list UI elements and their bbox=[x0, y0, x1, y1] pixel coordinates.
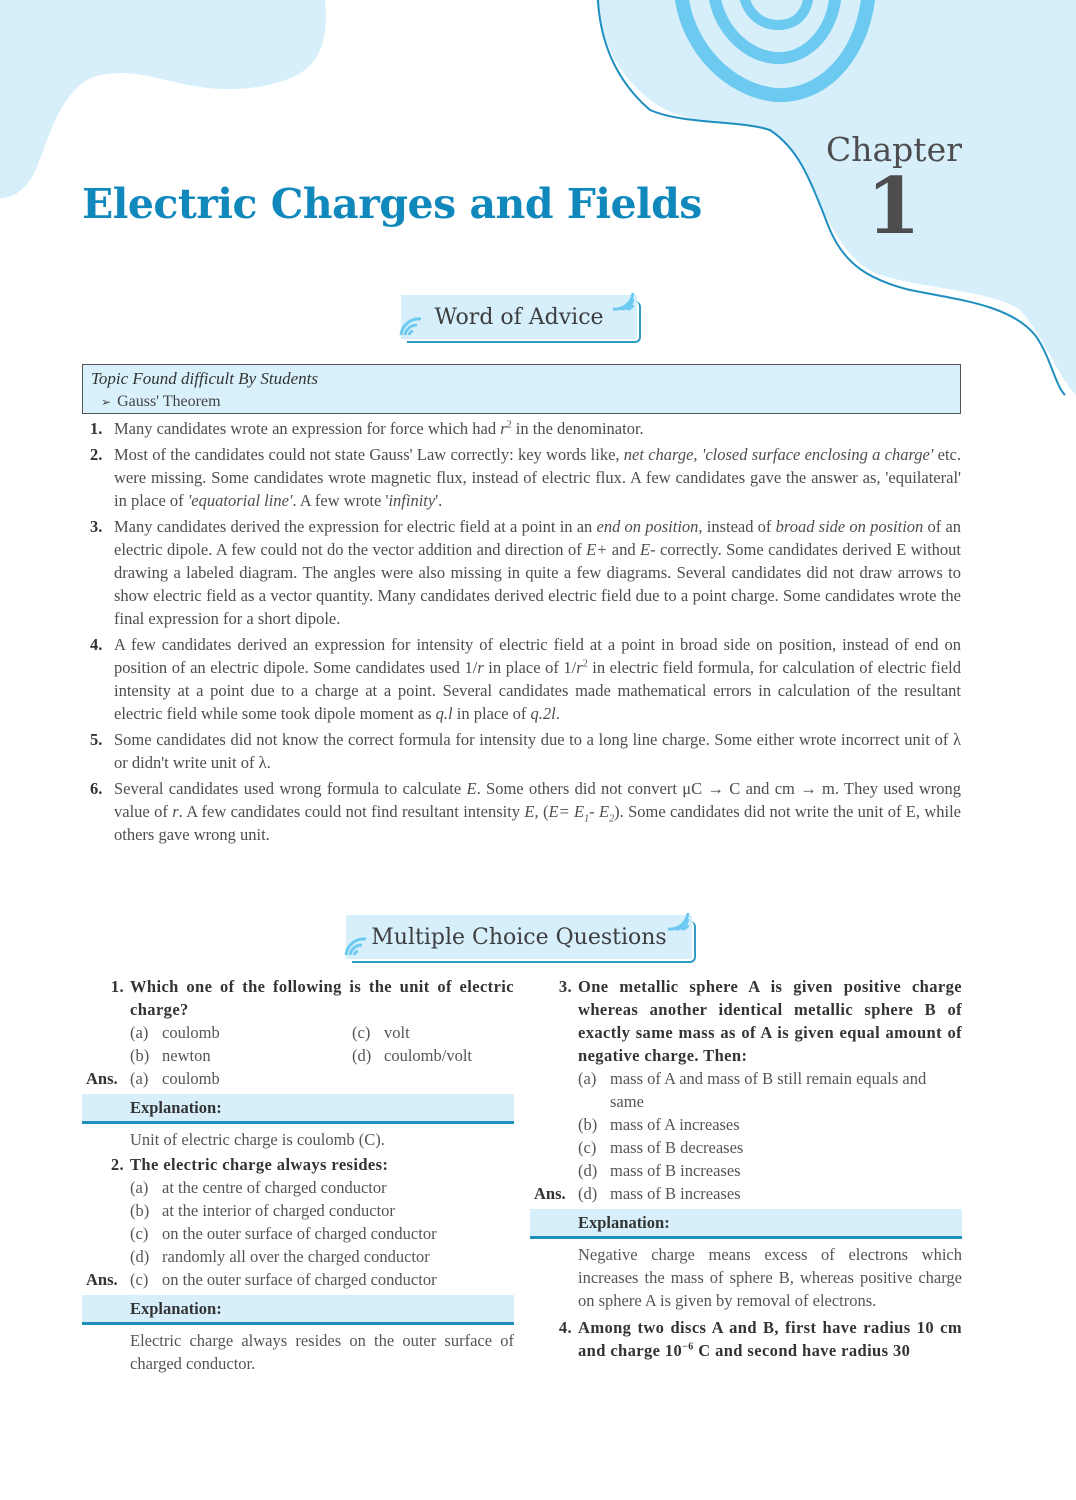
option-c bbox=[352, 1021, 514, 1044]
chapter-number: 1 bbox=[866, 161, 921, 252]
question-number: 2. bbox=[110, 1155, 124, 1174]
advice-list bbox=[90, 417, 961, 849]
option-a bbox=[130, 1021, 352, 1044]
advice-item bbox=[90, 443, 961, 512]
topic-box-title: Topic Found difficult By Students bbox=[91, 369, 318, 388]
question-stem bbox=[82, 975, 514, 1021]
topic-item bbox=[91, 391, 952, 413]
option-text: coulomb/volt bbox=[384, 1046, 472, 1065]
option-label: (c) bbox=[130, 1224, 149, 1243]
banner-label: Word of Advice bbox=[434, 304, 604, 330]
option-label: (a) bbox=[578, 1069, 597, 1088]
option-label: (c) bbox=[352, 1023, 371, 1042]
word-of-advice-banner bbox=[401, 295, 637, 339]
answer-option-label: (a) bbox=[130, 1069, 149, 1088]
option-label: (d) bbox=[130, 1247, 150, 1266]
answer-text: coulomb bbox=[162, 1069, 220, 1088]
explanation-text: Electric charge always resides on the outer surface of charged conductor. bbox=[130, 1331, 514, 1373]
top-left-blob bbox=[0, 0, 326, 198]
option-text: volt bbox=[384, 1023, 410, 1042]
option-c bbox=[130, 1222, 514, 1245]
option-text: at the centre of charged conductor bbox=[162, 1178, 387, 1197]
option-label: (b) bbox=[130, 1046, 150, 1065]
answer-line bbox=[530, 1182, 962, 1205]
mcq-question-3 bbox=[530, 975, 962, 1312]
option-d bbox=[578, 1159, 962, 1182]
option-b bbox=[130, 1044, 352, 1067]
answer-label: Ans. bbox=[86, 1270, 118, 1289]
wave-icon bbox=[609, 291, 635, 315]
option-label: (b) bbox=[130, 1201, 150, 1220]
explanation-text: Unit of electric charge is coulomb (C). bbox=[130, 1130, 385, 1149]
option-label: (d) bbox=[352, 1046, 372, 1065]
option-text: mass of B decreases bbox=[610, 1138, 744, 1157]
advice-item bbox=[90, 515, 961, 630]
answer-label: Ans. bbox=[534, 1184, 566, 1203]
advice-item bbox=[90, 728, 961, 774]
option-b bbox=[578, 1113, 962, 1136]
question-text: One metallic sphere A is given positive charge whereas another identical metallic sphere B of exactly same mass as of A is given equal amount of negative charge. Then: bbox=[578, 977, 962, 1065]
option-text: mass of B increases bbox=[610, 1161, 741, 1180]
question-text: Among two discs A and B, first have radius 10 cm and charge $10^{-6}$ C and second have radius 30 bbox=[578, 1318, 962, 1360]
mcq-banner bbox=[346, 915, 692, 959]
advice-item-text: Several candidates used wrong formula to calculate E. Some others did not convert μC → C and cm → m. They used wrong value of r. A few candidates could not find resultant intensity E, ($E= E_1-$ $E_2$). Some candidates did not write the unit of E, while others gave wrong unit. bbox=[114, 779, 962, 844]
advice-item-text: A few candidates derived an expression for intensity of electric field at a point in broad side on position, instead of end on position of an electric dipole. Some candidates used 1/r in place of $1/r^2$ in electric field formula, for calculation of electric field intensity at a point due to a charge at a point. Several candidates made mathematical errors in calculation of the resultant electric field while some took dipole moment as q.l in place of q.2l. bbox=[114, 635, 961, 723]
answer-option-label: (d) bbox=[578, 1184, 598, 1203]
advice-item-number: 6. bbox=[90, 779, 103, 798]
arrowhead-bullet-icon: ➢ bbox=[101, 395, 112, 409]
question-stem bbox=[530, 1316, 962, 1362]
wave-icon bbox=[399, 313, 425, 337]
advice-item-text: Some candidates did not know the correct formula for intensity due to a long line charge. Some either wrote incorrect unit of λ or didn't write unit of λ. bbox=[114, 730, 961, 772]
mcq-question-1 bbox=[82, 975, 514, 1151]
question-stem bbox=[530, 975, 962, 1067]
options-grid bbox=[82, 1021, 514, 1067]
options-list bbox=[530, 1067, 962, 1182]
options-list bbox=[82, 1176, 514, 1268]
question-number: 3. bbox=[558, 977, 572, 996]
question-text: The electric charge always resides: bbox=[130, 1155, 389, 1174]
advice-item-text: Many candidates derived the expression for electric field at a point in an end on position, instead of broad side on position of an electric dipole. A few could not do the vector addition and direction of E+ and E- correctly. Some candidates derived E without drawing a labeled diagram. The angles were also missing in quite a few diagrams. Several candidates did not draw arrows to show electric field as a vector quantity. Many candidates derived electric field due to a point charge. Some candidates wrote the final expression for a short dipole. bbox=[114, 517, 962, 628]
explanation-header: Explanation: bbox=[530, 1209, 962, 1239]
answer-text: on the outer surface of charged conductor bbox=[162, 1270, 437, 1289]
option-text: coulomb bbox=[162, 1023, 220, 1042]
question-stem bbox=[82, 1153, 514, 1176]
advice-item-text: Most of the candidates could not state Gauss' Law correctly: key words like, net charge, 'closed surface enclosing a charge' etc. were missing. Some candidates wrote magnetic flux, instead of electric flux. A few candidates gave the answer as, 'equilateral' in place of 'equatorial line'. A few wrote 'infinity'. bbox=[114, 445, 961, 510]
advice-item-text: Many candidates wrote an expression for force which had $r^2$ in the denominator. bbox=[114, 419, 644, 438]
option-d bbox=[352, 1044, 514, 1067]
option-label: (a) bbox=[130, 1023, 149, 1042]
advice-item-number: 4. bbox=[90, 635, 103, 654]
option-label: (b) bbox=[578, 1115, 598, 1134]
option-text: randomly all over the charged conductor bbox=[162, 1247, 430, 1266]
banner-label: Multiple Choice Questions bbox=[371, 924, 667, 950]
option-text: newton bbox=[162, 1046, 211, 1065]
advice-item-number: 1. bbox=[90, 419, 103, 438]
answer-line bbox=[82, 1268, 514, 1291]
mcq-column-right bbox=[530, 975, 962, 1362]
option-text: at the interior of charged conductor bbox=[162, 1201, 395, 1220]
explanation-header: Explanation: bbox=[82, 1295, 514, 1325]
explanation-header: Explanation: bbox=[82, 1094, 514, 1124]
option-label: (c) bbox=[578, 1138, 597, 1157]
wave-icon bbox=[344, 933, 370, 957]
option-b bbox=[130, 1199, 514, 1222]
answer-line bbox=[82, 1067, 514, 1090]
advice-item-number: 2. bbox=[90, 445, 103, 464]
advice-item bbox=[90, 417, 961, 440]
option-text: on the outer surface of charged conductor bbox=[162, 1224, 437, 1243]
explanation-text: Negative charge means excess of electrons which increases the mass of sphere B, whereas positive charge on sphere A is given by removal of electrons. bbox=[578, 1245, 962, 1310]
answer-text: mass of B increases bbox=[610, 1184, 741, 1203]
option-c bbox=[578, 1136, 962, 1159]
mcq-question-2 bbox=[82, 1153, 514, 1375]
option-label: (a) bbox=[130, 1178, 149, 1197]
option-a bbox=[130, 1176, 514, 1199]
chapter-title: Electric Charges and Fields bbox=[82, 180, 702, 228]
mcq-column-left bbox=[82, 975, 514, 1377]
question-number: 4. bbox=[558, 1318, 572, 1337]
option-a bbox=[578, 1067, 962, 1113]
chapter-label: Chapter bbox=[826, 130, 962, 169]
advice-item-number: 3. bbox=[90, 517, 103, 536]
topic-difficult-box bbox=[82, 364, 961, 414]
answer-label: Ans. bbox=[86, 1069, 118, 1088]
wave-icon bbox=[664, 911, 690, 935]
option-text: mass of A increases bbox=[610, 1115, 740, 1134]
advice-item-number: 5. bbox=[90, 730, 103, 749]
option-d bbox=[130, 1245, 514, 1268]
mcq-question-4 bbox=[530, 1316, 962, 1362]
question-text: Which one of the following is the unit of electric charge? bbox=[130, 977, 514, 1019]
advice-item bbox=[90, 633, 961, 725]
question-number: 1. bbox=[110, 977, 124, 996]
advice-item bbox=[90, 777, 961, 846]
option-text: mass of A and mass of B still remain equals and same bbox=[610, 1069, 927, 1111]
topic-item-label: Gauss' Theorem bbox=[117, 393, 221, 410]
answer-option-label: (c) bbox=[130, 1270, 149, 1289]
option-label: (d) bbox=[578, 1161, 598, 1180]
